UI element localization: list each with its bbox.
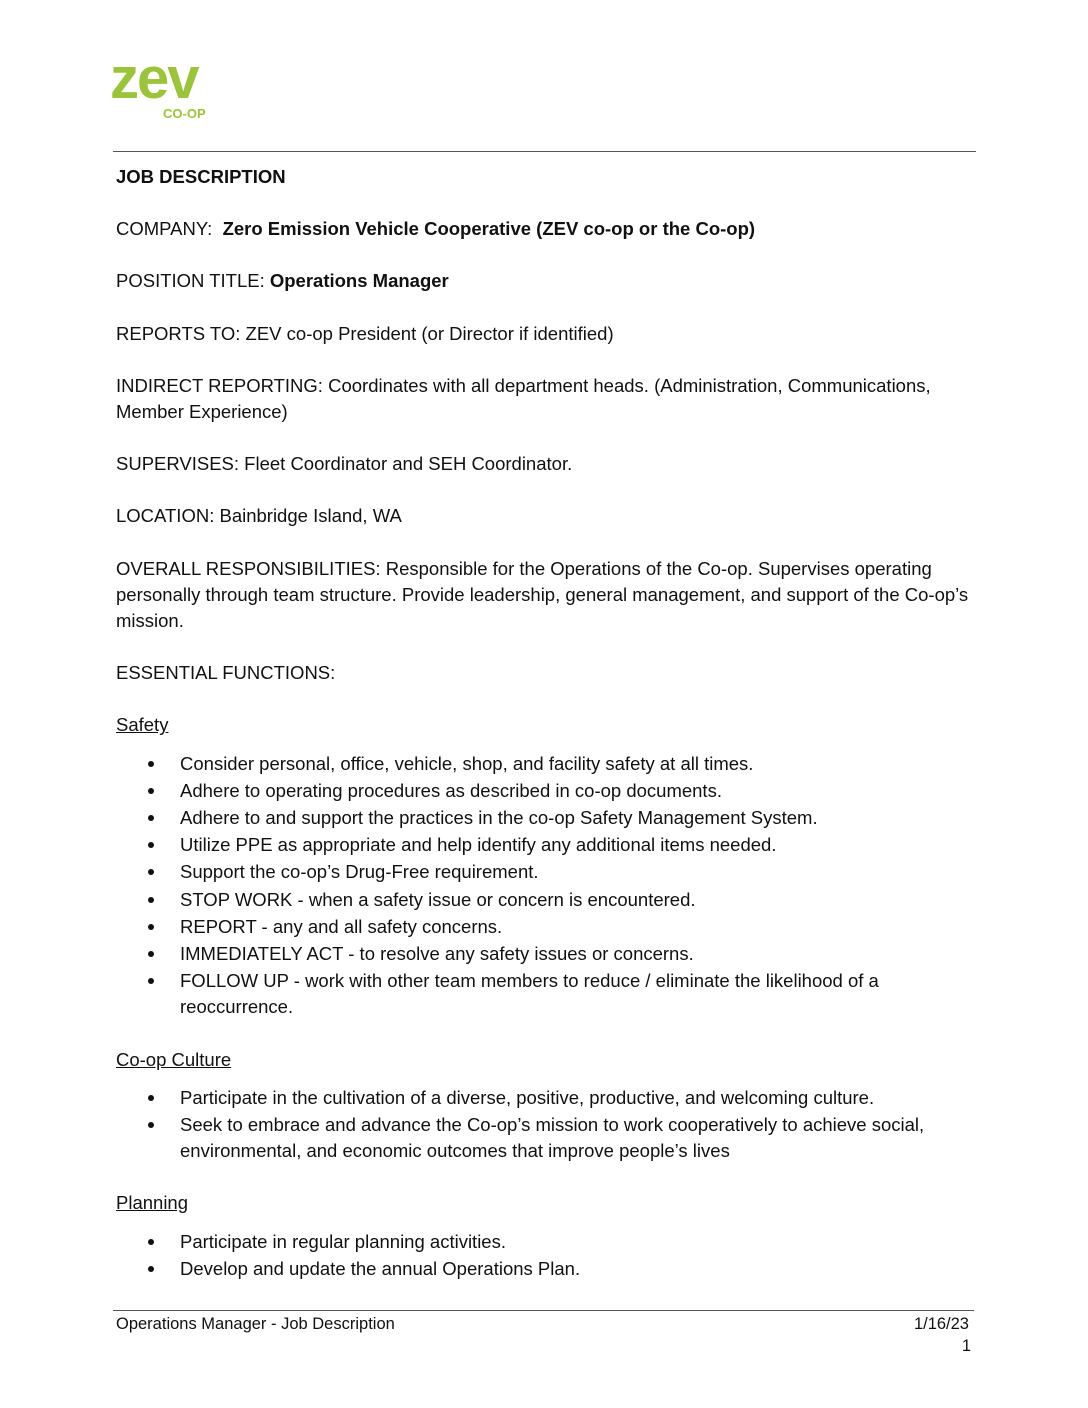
list-item: FOLLOW UP - work with other team members to reduce / eliminate the likelihood of a reoccurrence. <box>116 968 976 1020</box>
list-item: Support the co-op’s Drug-Free requirement. <box>116 859 976 885</box>
list-item: Develop and update the annual Operations Plan. <box>116 1256 976 1282</box>
company-line: COMPANY: Zero Emission Vehicle Cooperative (ZEV co-op or the Co-op) <box>116 218 756 240</box>
list-item: IMMEDIATELY ACT - to resolve any safety issues or concerns. <box>116 941 976 967</box>
footer-date: 1/16/23 <box>913 1315 969 1333</box>
reports-to-line: REPORTS TO: ZEV co-op President (or Director if identified) <box>116 322 614 344</box>
logo-tagline: CO-OP <box>163 106 206 121</box>
section-culture-title: Co-op Culture <box>116 1048 232 1070</box>
supervises-line: SUPERVISES: Fleet Coordinator and SEH Coordinator. <box>116 453 573 475</box>
doc-type-heading: JOB DESCRIPTION <box>116 166 286 187</box>
list-item: Seek to embrace and advance the Co-op’s mission to work cooperatively to achieve social, environmental, and economic outcomes that improve people’s lives <box>116 1112 976 1164</box>
zev-coop-logo <box>108 52 248 124</box>
list-item: Utilize PPE as appropriate and help identify any additional items needed. <box>116 832 976 858</box>
page-number: 1 <box>961 1337 971 1355</box>
footer-title: Operations Manager - Job Description <box>116 1315 395 1333</box>
logo-wordmark: zev <box>110 52 198 111</box>
list-item: Participate in regular planning activities. <box>116 1229 976 1255</box>
header-divider <box>113 151 976 152</box>
indirect-reporting-line: INDIRECT REPORTING: Coordinates with all department heads. (Administration, Communications, Member Experience) <box>116 374 931 423</box>
list-item: STOP WORK - when a safety issue or concern is encountered. <box>116 887 976 913</box>
section-planning-title: Planning <box>116 1192 189 1214</box>
zev-logo-graphic <box>108 52 248 124</box>
list-item: Adhere to and support the practices in the co-op Safety Management System. <box>116 805 976 831</box>
list-item: Adhere to operating procedures as described in co-op documents. <box>116 778 976 804</box>
section-safety-title: Safety <box>116 714 169 736</box>
essential-functions-heading: ESSENTIAL FUNCTIONS: <box>116 662 336 684</box>
list-item: Participate in the cultivation of a diverse, positive, productive, and welcoming culture. <box>116 1085 976 1111</box>
overall-responsibilities: OVERALL RESPONSIBILITIES: Responsible for the Operations of the Co-op. Supervises operating personally through team structure. Provide leadership, general management, and support of the Co-op’s mission. <box>116 557 969 632</box>
planning-list <box>116 1229 976 1282</box>
list-item: REPORT - any and all safety concerns. <box>116 914 976 940</box>
list-item: Consider personal, office, vehicle, shop, and facility safety at all times. <box>116 751 976 777</box>
culture-list <box>116 1085 976 1165</box>
location-line: LOCATION: Bainbridge Island, WA <box>116 505 402 527</box>
position-line: POSITION TITLE: Operations Manager <box>116 270 449 292</box>
document-body <box>116 164 976 1308</box>
safety-list <box>116 751 976 1021</box>
footer-divider <box>113 1310 974 1311</box>
